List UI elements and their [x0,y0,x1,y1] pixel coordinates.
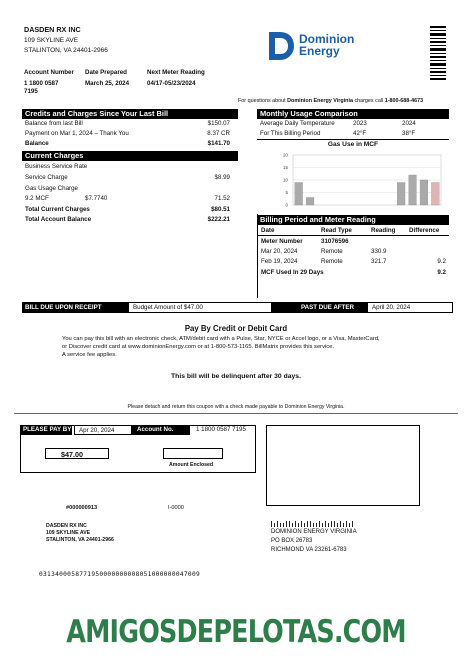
meter-row-reading: 330.9 [371,248,387,255]
meter-row-type: Remote [321,258,343,265]
scan-line: 0313400058771950000000008051000000047009 [39,571,201,578]
pay-title: Pay By Credit or Debit Card [184,324,288,333]
coupon-amount: $47.00 [45,448,109,459]
pay-line-3: A service fee applies. [62,352,117,358]
temp-value-2: 38°F [402,130,416,137]
delinquent-notice: This bill will be delinquent after 30 days. [171,373,301,380]
gas-usage-chart [257,151,449,213]
chart-bar [306,198,314,206]
detach-line [14,413,458,414]
account-number-cont: 7195 [24,88,38,95]
total-current-value: $80.51 [211,206,230,213]
pay-line-2: or Discover credit card at www.dominionEnergy.com or at 1-800-573-1165. BillMatrix provides this service. [62,344,335,350]
remit-name: DOMINION ENERGY VIRGINIA [271,529,357,535]
meter-col-difference: Difference [409,227,440,234]
meter-col-reading: Reading [371,227,396,234]
customer-address-1: 109 SKYLINE AVE [24,37,79,44]
credit-row [22,120,238,130]
chart-y-tick-label: 5 [285,190,288,196]
detach-notice: Please detach and return this coupon with a check made payable to Dominion Energy Virginia. [127,404,345,410]
total-current-label: Total Current Charges [25,206,90,213]
temp-year-1: 2023 [353,120,367,127]
service-charge-label: Service Charge [25,174,68,181]
service-charge-value: $8.99 [214,174,230,181]
chart-bar [295,183,303,206]
coupon-id-1: #000000913 [66,505,98,511]
chart-bar [431,183,439,206]
coupon-account-no: 1 1800 0587 7195 [196,426,246,433]
gas-usage-label: Gas Usage Charge [25,185,78,192]
mcf-used-value: 9.2 [437,269,446,276]
chart-y-tick-label: 15 [283,165,288,171]
credit-row-label: Payment on Mar 1, 2024 – Thank You [25,130,129,137]
meter-row-date: Mar 20, 2024 [261,248,298,255]
balance-label: Balance [25,140,49,147]
meter-row-type: Remote [321,248,343,255]
mcf-used-label: MCF Used In 29 Days [261,269,324,276]
date-prepared: March 25, 2024 [85,80,130,87]
meter-row-reading: 321.7 [371,258,387,265]
avg-temp-label: Average Daily Temperature [260,120,335,127]
billing-period-label: For This Billing Period [260,130,321,137]
pay-by-date: Apr 20, 2024 [74,425,132,435]
account-number-label: Account Number [24,69,74,76]
coupon-customer-address-2: STALINTON, VA 24401-2966 [46,537,114,543]
account-no-label: Account No. [132,425,190,435]
meter-number-label: Meter Number [261,238,303,245]
please-pay-by-label: PLEASE PAY BY [20,425,72,435]
questions-middle: charges call [352,98,385,104]
meter-col-type: Read Type [321,227,352,234]
address-window-box [266,425,420,506]
usage-comparison-header: Monthly Usage Comparison [257,109,449,119]
meter-row-date: Feb 19, 2024 [261,258,298,265]
chart-y-tick-label: 20 [283,152,288,158]
credits-table [22,118,238,150]
date-prepared-label: Date Prepared [85,69,127,76]
chart-y-tick-label: 0 [285,202,288,208]
account-number: 1 1800 0587 [24,80,59,87]
current-charges-header: Current Charges [22,151,238,161]
remit-city: RICHMOND VA 23261-6783 [271,547,347,553]
chart-bar [397,183,405,206]
divider [257,139,449,140]
chart-y-tick-label: 10 [283,177,288,183]
credit-row-value: $150.07 [207,120,230,127]
remit-box: PO BOX 26783 [271,538,313,544]
meter-row-difference: 9.2 [437,258,446,265]
questions-line [238,98,423,106]
bill-due-label: BILL DUE UPON RECEIPT [25,304,102,311]
divider [257,235,449,236]
balance-value: $141.70 [207,140,230,147]
past-due-label: PAST DUE AFTER [301,304,354,311]
total-account-label: Total Account Balance [25,216,92,223]
postal-barcode-icon [271,514,353,520]
brand-line-2: Energy [299,44,340,58]
gas-mcf: 9.2 MCF [25,195,49,202]
credit-row-value: 8.37 CR [207,130,230,137]
current-charges-table [22,161,238,225]
brand-line-1: Dominion [299,32,355,46]
divider [257,214,258,298]
balance-row [22,140,238,150]
past-due-date: April 20, 2024 [367,302,453,313]
chart-bar [409,175,417,205]
barcode-icon [430,26,446,80]
dominion-logo-icon [266,30,296,62]
credit-row [22,130,238,140]
coupon-customer-address-1: 109 SKYLINE AVE [46,530,91,536]
credits-header: Credits and Charges Since Your Last Bill [22,109,238,119]
chart-title: Gas Use in MCF [327,141,379,148]
temp-year-2: 2024 [402,120,416,127]
meter-header: Billing Period and Meter Reading [257,215,449,225]
credit-row-label: Balance from last Bill [25,120,83,127]
chart-bar [420,180,428,205]
pay-line-1: You can pay this bill with an electronic check, ATM/debit card with a Pulse, Star, NYCE or Accel logo, or a Visa, MasterCard, [62,336,380,342]
amount-enclosed-label: Amount Enclosed [169,462,214,468]
questions-phone: 1-800-688-4673 [384,98,424,104]
watermark-text: AMIGOSDEPELOTAS.COM [66,614,406,650]
questions-prefix: For questions about [238,98,288,104]
questions-company: Dominion Energy Virginia [287,98,353,104]
gas-rate: $7.7740 [85,195,108,202]
budget-amount: Budget Amount of $47.00 [128,302,272,313]
coupon-id-2: I-0000 [168,505,184,511]
next-meter-label: Next Meter Reading [147,69,205,76]
next-meter-reading: 04/17-05/23/2024 [147,80,196,87]
meter-number: 31076596 [321,238,349,245]
gas-value: 71.52 [214,195,230,202]
total-account-value: $222.21 [207,216,230,223]
amount-enclosed-field[interactable] [163,448,223,459]
service-rate: Business Service Rate [25,163,88,170]
meter-col-date: Date [261,227,275,234]
temp-value-1: 42°F [353,130,367,137]
coupon-customer-name: DASDEN RX INC [46,523,87,529]
customer-name: DASDEN RX INC [24,25,81,34]
customer-address-2: STALINTON, VA 24401-2966 [24,47,108,54]
due-bar [22,302,449,313]
